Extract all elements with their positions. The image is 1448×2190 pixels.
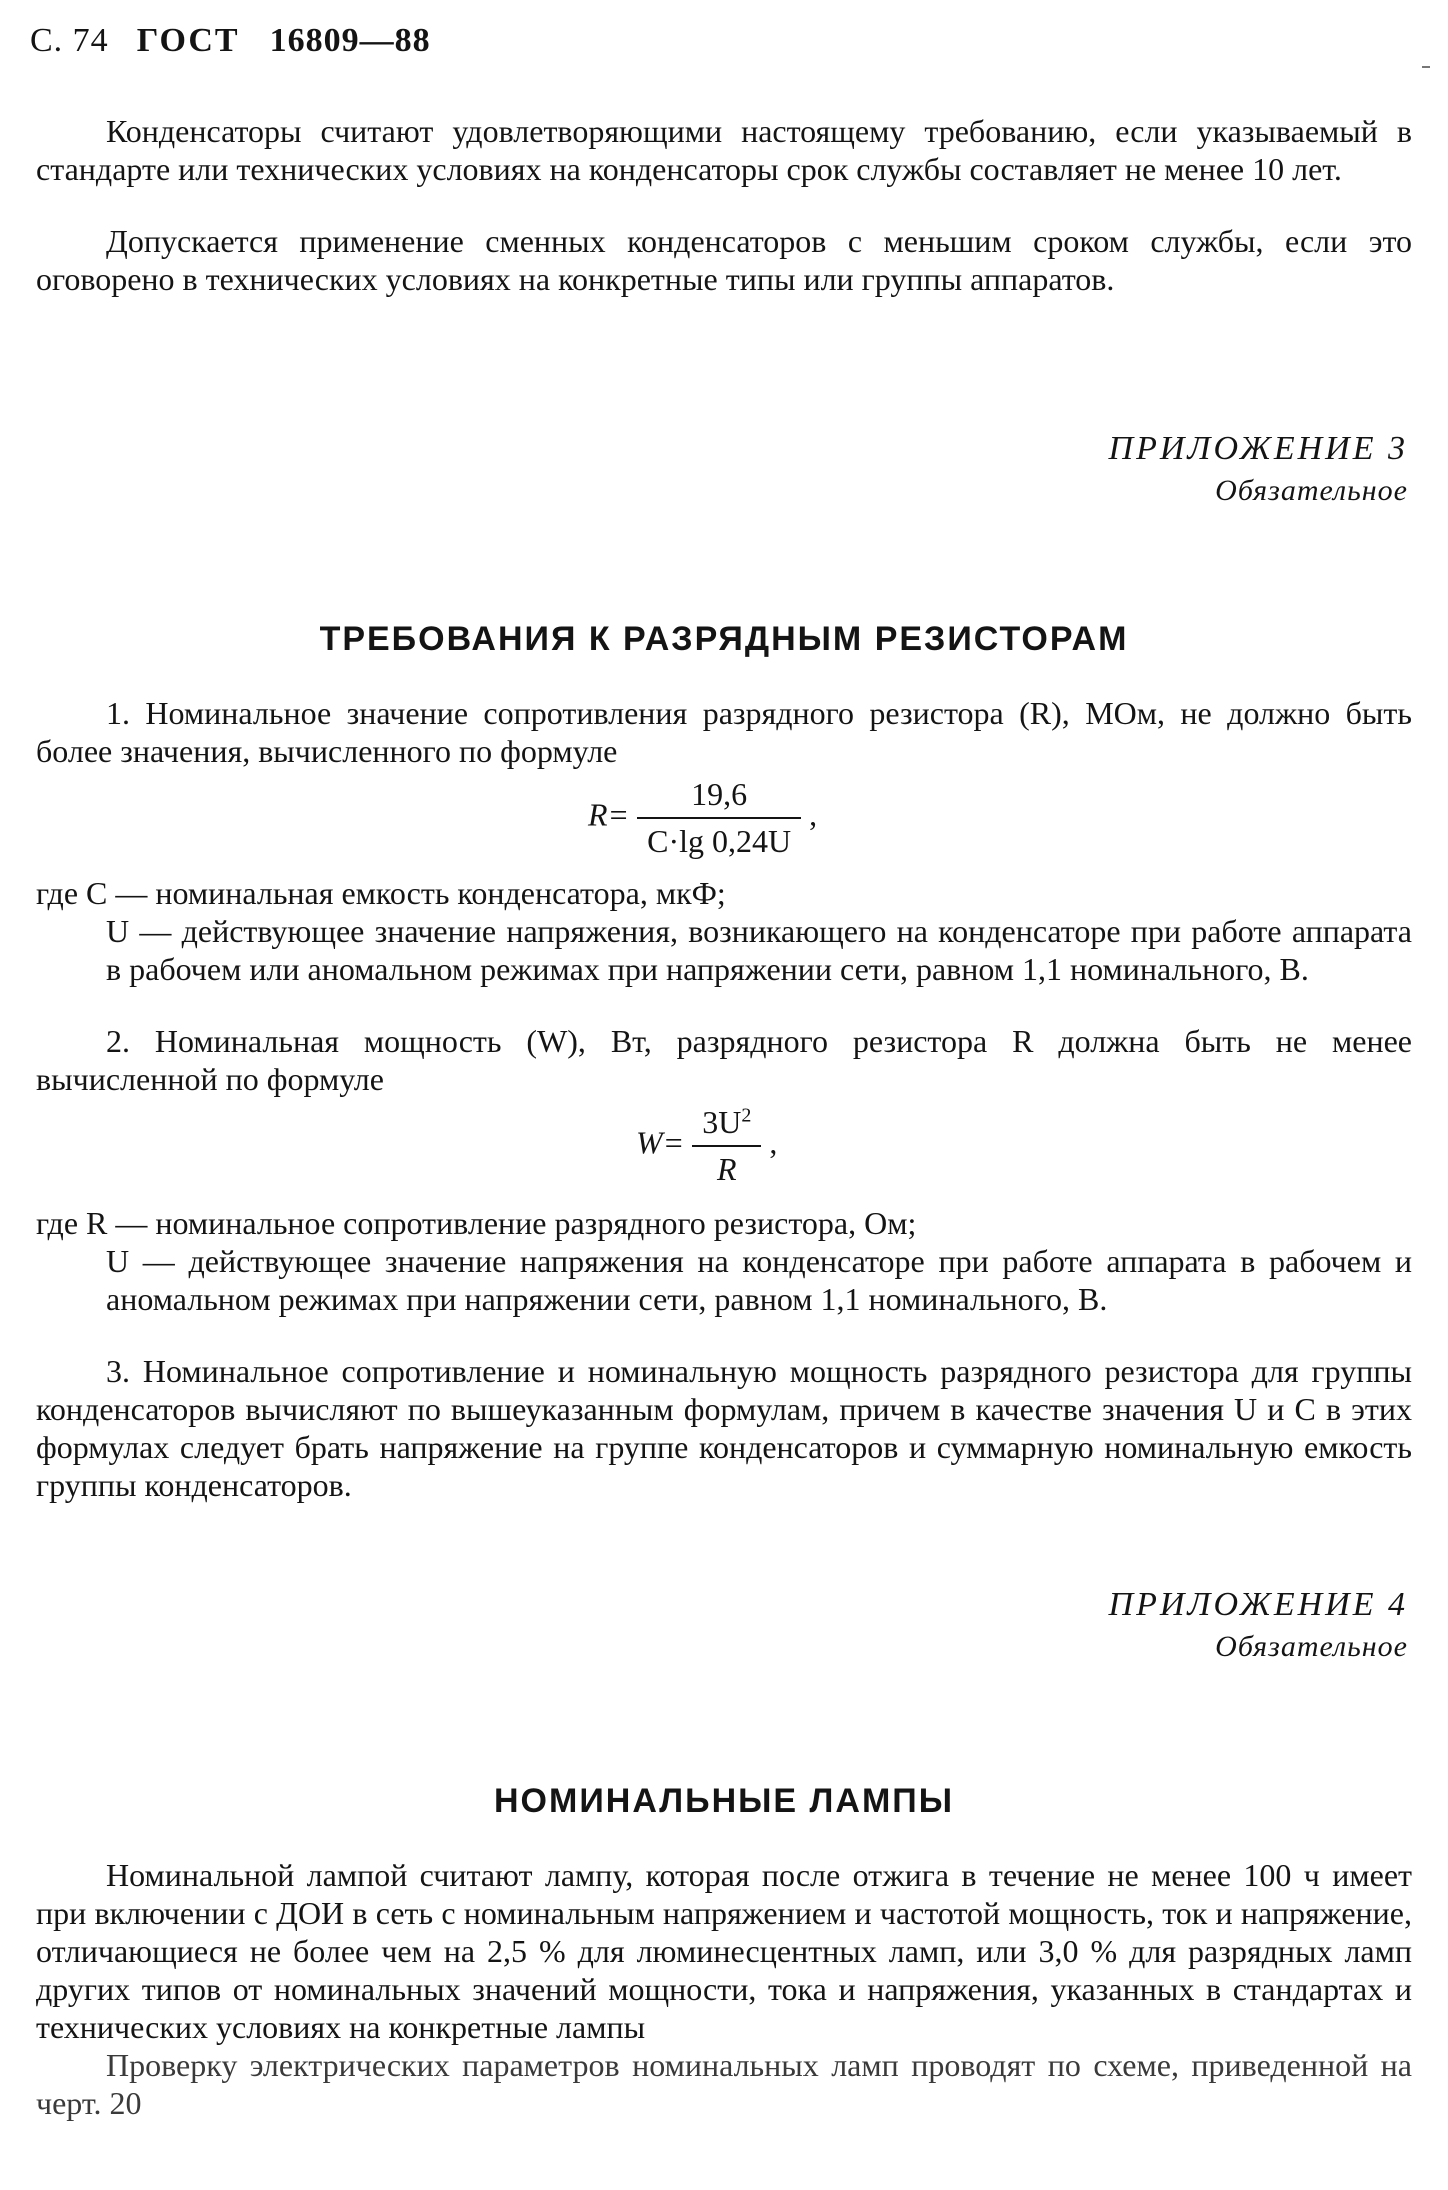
formula-1-lhs: R= [588, 796, 630, 833]
where-c-definition: где C — номинальная емкость конденсатора, мкФ; [36, 875, 726, 911]
standard-label: ГОСТ [136, 22, 240, 59]
formula-2-numerator: 3U [702, 1104, 742, 1140]
appendix-4-label: ПРИЛОЖЕНИЕ 4 [1108, 1586, 1408, 1623]
formula-1-numerator: 19,6 [637, 776, 801, 819]
standard-number: 16809—88 [269, 22, 431, 59]
resistor-item-2: 2. Номинальная мощность (W), Вт, разрядного резистора R должна быть не менее вычисленной по формуле [36, 1023, 1412, 1097]
intro-paragraph-2: Допускается применение сменных конденсаторов с меньшим сроком службы, если это оговорено в технических условиях на конкретные типы или группы аппаратов. [36, 223, 1412, 297]
margin-mark [1422, 66, 1430, 68]
appendix-4-block [1109, 1584, 1408, 1668]
appendix-4-status: Обязательное [1215, 1630, 1408, 1663]
resistor-item-3: 3. Номинальное сопротивление и номинальную мощность разрядного резистора для группы конденсаторов вычисляют по вышеуказанным формулам, причем в качестве значения U и C в этих формулах следует брать напряжение на группе конденсаторов и суммарную номинальную емкость группы конденсаторов. [36, 1353, 1412, 1503]
formula-2-numerator-wrap [692, 1104, 761, 1147]
formula-1-comma: , [809, 796, 818, 833]
formula-2-lhs: W= [636, 1124, 685, 1161]
appendix-3-title: ТРЕБОВАНИЯ К РАЗРЯДНЫМ РЕЗИСТОРАМ [319, 620, 1129, 658]
page-header [30, 22, 431, 60]
formula-2-exponent: 2 [741, 1104, 752, 1127]
appendix-3-status: Обязательное [1215, 474, 1408, 507]
where-r-definition: где R — номинальное сопротивление разрядного резистора, Ом; [36, 1205, 917, 1241]
formula-2-denominator: R [717, 1151, 737, 1187]
power-formula [636, 1104, 777, 1188]
lamp-paragraph-2: Проверку электрических параметров номинальных ламп проводят по схеме, приведенной на черт. 20 [36, 2047, 1412, 2121]
where-u-definition: U — действующее значение напряжения, возникающего на конденсаторе при работе аппарата в рабочем или аномальном режимах при напряжении сети, равном 1,1 номинального, В. [106, 913, 1412, 987]
formula-1-fraction [637, 776, 801, 860]
appendix-4-title: НОМИНАЛЬНЫЕ ЛАМПЫ [494, 1782, 954, 1820]
intro-paragraph-1: Конденсаторы считают удовлетворяющими настоящему требованию, если указываемый в стандарте или технических условиях на конденсаторы срок службы составляет не менее 10 лет. [36, 113, 1412, 187]
appendix-3-block [1109, 428, 1408, 512]
where-u2-definition: U — действующее значение напряжения на конденсаторе при работе аппарата в рабочем и аномальном режимах при напряжении сети, равном 1,1 номинального, В. [106, 1243, 1412, 1317]
lamp-paragraph-1: Номинальной лампой считают лампу, которая после отжига в течение не менее 100 ч имеет при включении с ДОИ в сеть с номинальным напряжением и частотой мощность, ток и напряжение, отличающиеся не более чем на 2,5 % для люминесцентных ламп, или 3,0 % для разрядных ламп других типов от номинальных значений мощности, тока и напряжения, указанных в стандартах и технических условиях на конкретные лампы [36, 1857, 1412, 2045]
formula-1-denominator: C·lg 0,24U [647, 823, 792, 859]
page-number: С. 74 [30, 22, 109, 59]
appendix-3-label: ПРИЛОЖЕНИЕ 3 [1108, 430, 1408, 467]
formula-2-fraction [692, 1104, 761, 1188]
formula-2-comma: , [769, 1124, 778, 1161]
resistance-formula [588, 776, 817, 860]
resistor-item-1: 1. Номинальное значение сопротивления разрядного резистора (R), МОм, не должно быть более значения, вычисленного по формуле [36, 695, 1412, 769]
